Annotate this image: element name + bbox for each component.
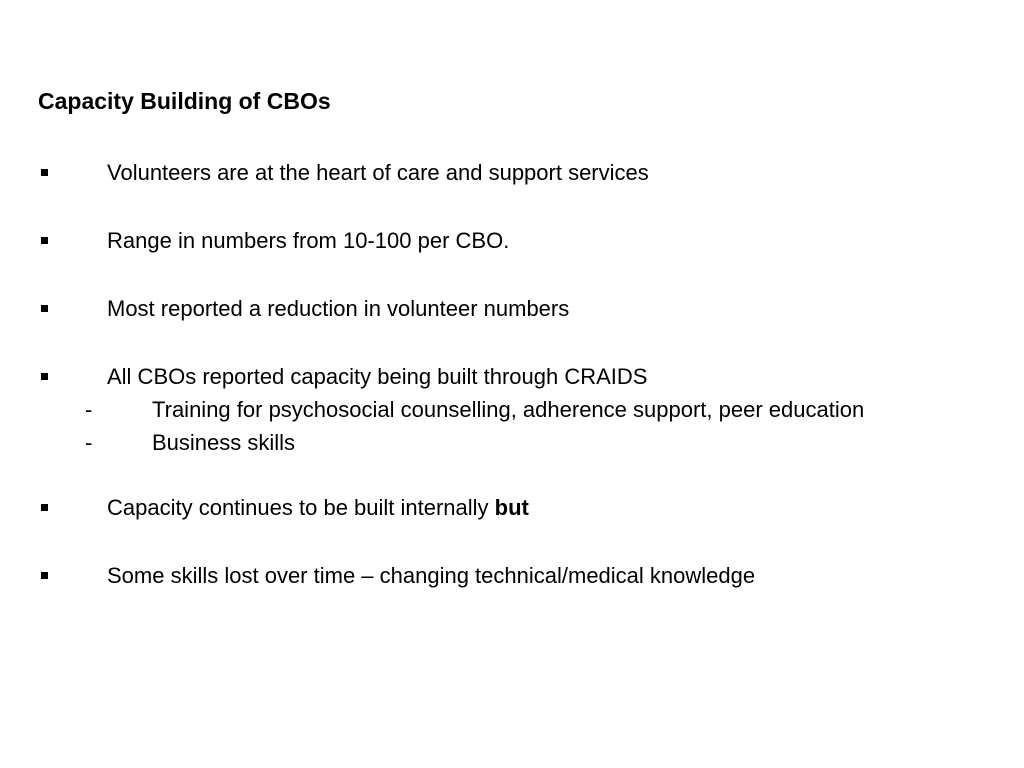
square-bullet-icon (41, 504, 48, 511)
square-bullet-icon (41, 169, 48, 176)
bullet-item (38, 291, 978, 327)
bullet-text: Most reported a reduction in volunteer numbers (107, 296, 570, 321)
slide-content (38, 155, 978, 594)
sub-bullet-text: Business skills (152, 430, 296, 455)
bullet-item (38, 155, 978, 191)
bullet-text: Range in numbers from 10-100 per CBO. (107, 228, 510, 253)
bullet-item (38, 223, 978, 259)
bullet-emphasis: but (494, 495, 529, 520)
bullet-text: Capacity continues to be built internally (107, 495, 495, 520)
square-bullet-icon (41, 237, 48, 244)
square-bullet-icon (41, 572, 48, 579)
bullet-text: Some skills lost over time – changing technical/medical knowledge (107, 563, 756, 588)
sub-bullet-item (38, 429, 892, 456)
bullet-item (38, 490, 978, 526)
sub-bullet-text: Training for psychosocial counselling, adherence support, peer education (152, 397, 865, 422)
dash-marker: - (85, 397, 93, 422)
sub-bullet-item (38, 396, 892, 423)
bullet-text: All CBOs reported capacity being built through CRAIDS (107, 364, 648, 389)
bullet-item (38, 359, 978, 456)
bullet-item (38, 558, 978, 594)
square-bullet-icon (41, 373, 48, 380)
bullet-text: Volunteers are at the heart of care and support services (107, 160, 649, 185)
slide-title: Capacity Building of CBOs (38, 88, 331, 114)
dash-marker: - (85, 430, 93, 455)
square-bullet-icon (41, 305, 48, 312)
